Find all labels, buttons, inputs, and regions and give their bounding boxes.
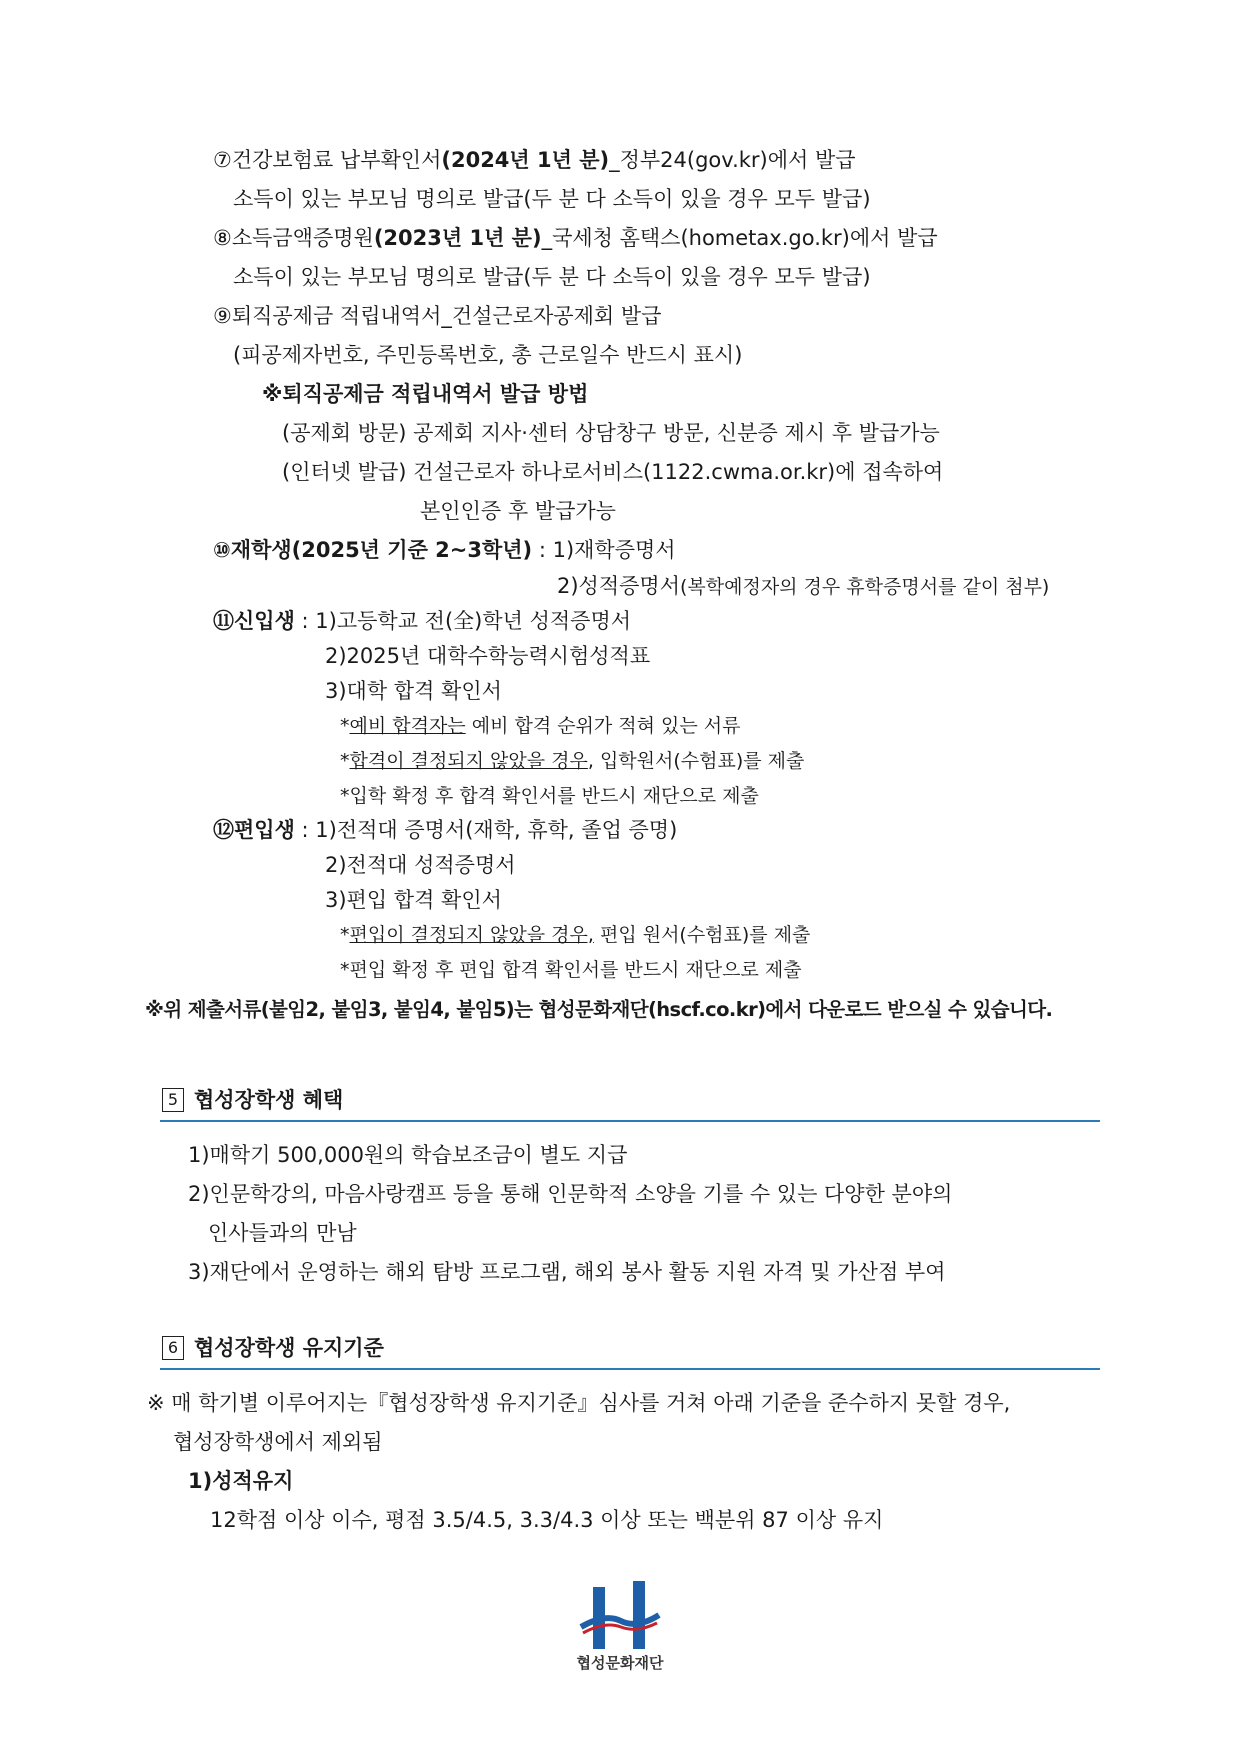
item7-period: (2024년 1년 분) — [441, 148, 610, 172]
item11-note1 — [340, 711, 741, 741]
section6-note-line2: 협성장학생에서 제외됨 — [173, 1430, 383, 1454]
section5-benefit2-line1: 2)인문학강의, 마음사랑캠프 등을 통해 인문학적 소양을 기를 수 있는 다양한 분야의 — [188, 1182, 953, 1206]
section6-note-line1: ※ 매 학기별 이루어지는『협성장학생 유지기준』심사를 거쳐 아래 기준을 준수하지 못할 경우, — [147, 1391, 1011, 1415]
section5-benefit2-line2: 인사들과의 만남 — [208, 1221, 357, 1245]
item11-note1-emph: 예비 합격자는 — [349, 715, 466, 737]
item11-doc2: 2)2025년 대학수학능력시험성적표 — [325, 644, 651, 668]
section6-divider — [160, 1368, 1100, 1370]
item11-note1-text: 예비 합격 순위가 적혀 있는 서류 — [465, 715, 741, 737]
item11-note3: *입학 확정 후 합격 확인서를 반드시 재단으로 제출 — [340, 785, 759, 807]
item11-note2-text: , 입학원서(수험표)를 제출 — [587, 750, 805, 772]
item7-line1 — [213, 145, 856, 175]
item12-label: ⑫편입생 — [213, 818, 295, 842]
item11-note2-emph: 합격이 결정되지 않았을 경우 — [349, 750, 588, 772]
retire-method-title: ※퇴직공제금 적립내역서 발급 방법 — [262, 382, 589, 406]
item8-source: _국세청 홈택스(hometax.go.kr)에서 발급 — [541, 226, 938, 250]
section6-title: 협성장학생 유지기준 — [194, 1336, 384, 1360]
item11-note2 — [340, 746, 804, 776]
item12-note1-emph: 편입이 결정되지 않았을 경우, — [349, 924, 594, 946]
foundation-logo-text: 협성문화재단 — [576, 1654, 664, 1672]
item12-separator: : — [294, 818, 316, 842]
section6-number: 6 — [162, 1336, 184, 1360]
item7-title: ⑦건강보험료 납부확인서 — [213, 148, 442, 172]
item8-line1 — [213, 223, 938, 253]
section6-sub1-text: 12학점 이상 이수, 평점 3.5/4.5, 3.3/4.3 이상 또는 백분위 87 이상 유지 — [210, 1508, 884, 1532]
item11-label: ⑪신입생 — [213, 609, 295, 633]
item8-period: (2023년 1년 분) — [373, 226, 542, 250]
section5-divider — [160, 1120, 1100, 1122]
item12-note1-text: 편입 원서(수험표)를 제출 — [593, 924, 811, 946]
item11-note1-mark: * — [340, 715, 350, 737]
download-note: ※위 제출서류(붙임2, 붙임3, 붙임4, 붙임5)는 협성문화재단(hscf.co.kr)에서 다운로드 받으실 수 있습니다. — [145, 998, 1053, 1021]
item12-note1 — [340, 920, 810, 950]
item9-line1: ⑨퇴직공제금 적립내역서_건설근로자공제회 발급 — [213, 304, 662, 328]
item7-line2: 소득이 있는 부모님 명의로 발급(두 분 다 소득이 있을 경우 모두 발급) — [233, 187, 871, 211]
item10-separator: : — [532, 538, 553, 562]
retire-online-line1: (인터넷 발급) 건설근로자 하나로서비스(1122.cwma.or.kr)에 접속하여 — [282, 460, 944, 484]
item12-doc2: 2)전적대 성적증명서 — [325, 853, 516, 877]
item10-doc2: 2)성적증명서 — [557, 574, 680, 598]
section5-number: 5 — [162, 1088, 184, 1112]
item8-title: ⑧소득금액증명원 — [213, 226, 374, 250]
item11-doc1: 1)고등학교 전(全)학년 성적증명서 — [315, 609, 632, 633]
logo-right-bar — [633, 1581, 645, 1649]
section6-header — [162, 1333, 384, 1363]
item8-line2: 소득이 있는 부모님 명의로 발급(두 분 다 소득이 있을 경우 모두 발급) — [233, 265, 871, 289]
section5-benefit3: 3)재단에서 운영하는 해외 탐방 프로그램, 해외 봉사 활동 지원 자격 및 가산점 부여 — [188, 1260, 946, 1284]
item11-separator: : — [294, 609, 316, 633]
item12-doc1: 1)전적대 증명서(재학, 휴학, 졸업 증명) — [315, 818, 678, 842]
item7-source: _정부24(gov.kr)에서 발급 — [609, 148, 856, 172]
section5-title: 협성장학생 혜택 — [194, 1088, 344, 1112]
item10-line2 — [557, 571, 1049, 602]
section5-header — [162, 1085, 343, 1115]
item10-doc1: 1)재학증명서 — [552, 538, 676, 562]
retire-online-line2: 본인인증 후 발급가능 — [420, 499, 616, 523]
item10-line1 — [213, 535, 676, 565]
item10-label: ⑩재학생(2025년 기준 2~3학년) — [213, 538, 533, 562]
section6-sub1-title: 1)성적유지 — [188, 1469, 294, 1493]
item12-doc3: 3)편입 합격 확인서 — [325, 888, 502, 912]
item12-note1-mark: * — [340, 924, 350, 946]
item11-line1 — [213, 606, 631, 636]
retire-visit-line: (공제회 방문) 공제회 지사·센터 상담창구 방문, 신분증 제시 후 발급가능 — [282, 421, 940, 445]
item12-note2: *편입 확정 후 편입 합격 확인서를 반드시 재단으로 제출 — [340, 959, 802, 981]
item11-note2-mark: * — [340, 750, 350, 772]
item11-doc3: 3)대학 합격 확인서 — [325, 679, 502, 703]
item9-line2: (피공제자번호, 주민등록번호, 총 근로일수 반드시 표시) — [233, 343, 743, 367]
item10-doc2-note: (복학예정자의 경우 휴학증명서를 같이 첨부) — [679, 576, 1050, 598]
section5-benefit1: 1)매학기 500,000원의 학습보조금이 별도 지급 — [188, 1143, 628, 1167]
item12-line1 — [213, 815, 677, 845]
